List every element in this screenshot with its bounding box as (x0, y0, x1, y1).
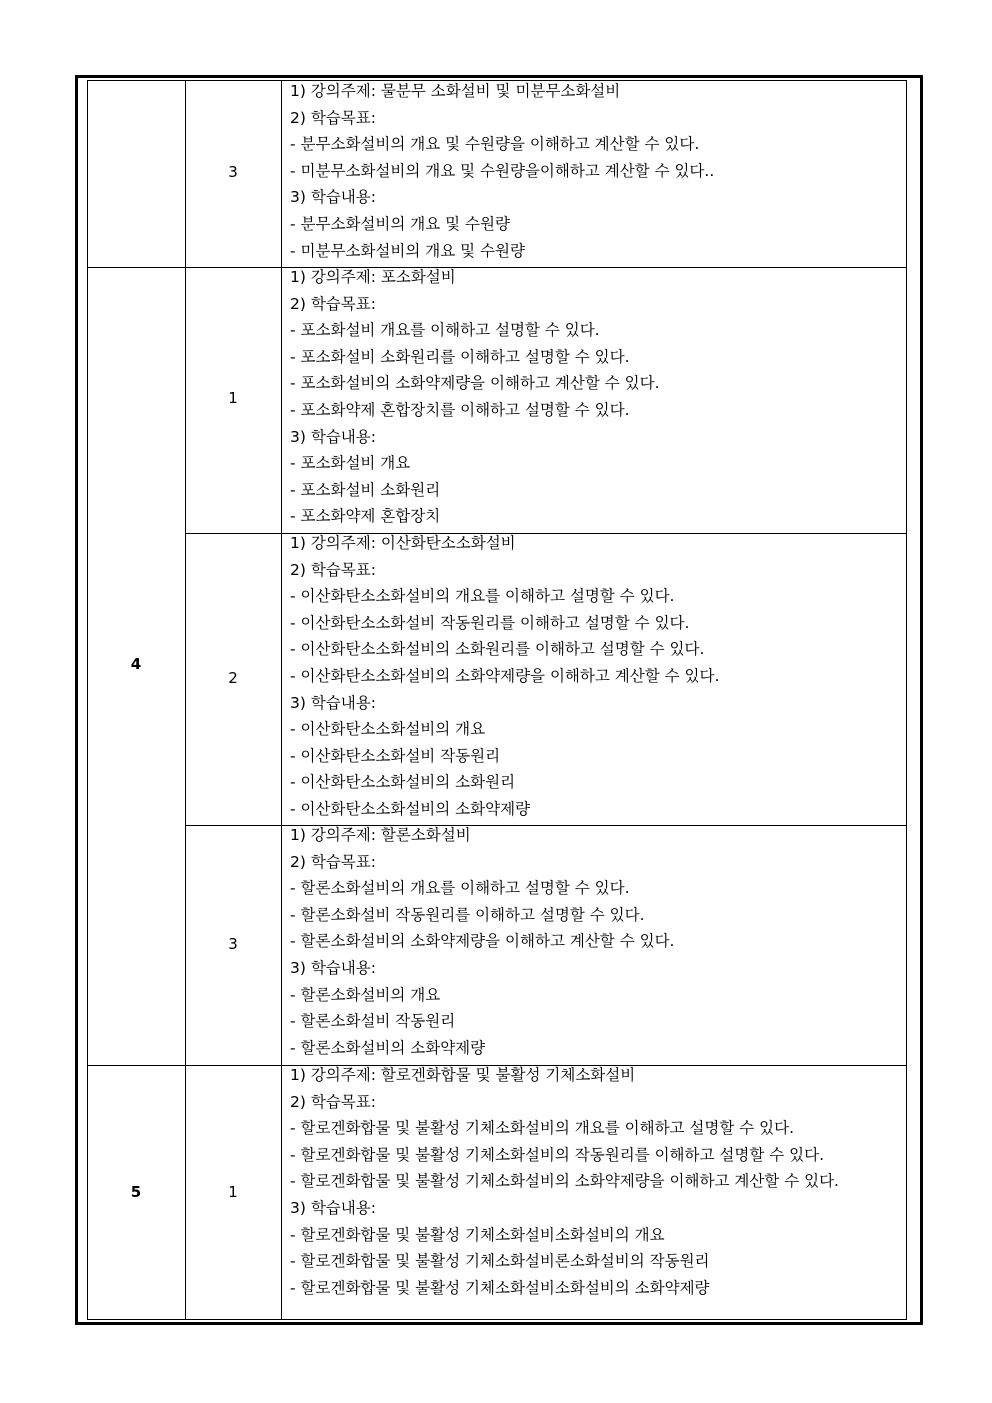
objective-item: - 할론소화설비의 개요를 이해하고 설명할 수 있다. (290, 879, 630, 898)
session-number: 2 (228, 669, 238, 687)
lecture-content (290, 264, 910, 530)
session-number: 3 (228, 163, 238, 181)
session-number: 1 (228, 1183, 238, 1201)
session-number: 1 (228, 389, 238, 407)
session-number: 3 (228, 935, 238, 953)
content-item: - 할론소화설비의 소화약제량 (290, 1038, 486, 1057)
lecture-topic: 1) 강의주제: 할로겐화합물 및 불활성 기체소화설비 (290, 1066, 636, 1084)
week-number: 4 (130, 655, 142, 673)
lecture-topic: 1) 강의주제: 물분무 소화설비 및 미분무소화설비 (290, 82, 621, 100)
objective-item: - 이산화탄소소화설비의 소화약제량을 이해하고 계산할 수 있다. (290, 666, 720, 685)
objective-item: - 할로겐화합물 및 불활성 기체소화설비의 작동원리를 이해하고 설명할 수 있다. (290, 1145, 825, 1164)
contents-heading: 3) 학습내용: (290, 427, 376, 446)
objectives-heading: 2) 학습목표: (290, 852, 376, 871)
content-item: - 이산화탄소소화설비의 개요 (290, 720, 486, 739)
lecture-topic: 1) 강의주제: 포소화설비 (290, 268, 456, 286)
content-item: - 할로겐화합물 및 불활성 기체소화설비소화설비의 개요 (290, 1225, 665, 1244)
content-item: - 분무소화설비의 개요 및 수원량 (290, 214, 510, 233)
objective-item: - 분무소화설비의 개요 및 수원량을 이해하고 계산할 수 있다. (290, 135, 700, 154)
column-divider-session (281, 80, 282, 1320)
contents-heading: 3) 학습내용: (290, 188, 376, 207)
objective-item: - 할로겐화합물 및 불활성 기체소화설비의 개요를 이해하고 설명할 수 있다. (290, 1119, 795, 1138)
content-item: - 할론소화설비 작동원리 (290, 1012, 456, 1031)
content-item: - 할로겐화합물 및 불활성 기체소화설비론소화설비의 작동원리 (290, 1252, 710, 1271)
objective-item: - 이산화탄소소화설비의 개요를 이해하고 설명할 수 있다. (290, 587, 675, 606)
content-item: - 이산화탄소소화설비의 소화원리 (290, 773, 516, 792)
objective-item: - 포소화설비 개요를 이해하고 설명할 수 있다. (290, 321, 600, 340)
week-number: 5 (130, 1183, 142, 1201)
contents-heading: 3) 학습내용: (290, 958, 376, 977)
content-item: - 미분무소화설비의 개요 및 수원량 (290, 241, 525, 260)
objective-item: - 할론소화설비의 소화약제량을 이해하고 계산할 수 있다. (290, 932, 675, 951)
objective-item: - 포소화약제 혼합장치를 이해하고 설명할 수 있다. (290, 400, 630, 419)
objective-item: - 이산화탄소소화설비의 소화원리를 이해하고 설명할 수 있다. (290, 640, 705, 659)
objective-item: - 할론소화설비 작동원리를 이해하고 설명할 수 있다. (290, 905, 645, 924)
objective-item: - 포소화설비 소화원리를 이해하고 설명할 수 있다. (290, 347, 630, 366)
objective-item: - 이산화탄소소화설비 작동원리를 이해하고 설명할 수 있다. (290, 613, 690, 632)
lecture-content (290, 78, 910, 264)
contents-heading: 3) 학습내용: (290, 1198, 376, 1217)
objectives-heading: 2) 학습목표: (290, 294, 376, 313)
lecture-topic: 1) 강의주제: 할론소화설비 (290, 826, 471, 844)
content-item: - 포소화약제 혼합장치 (290, 507, 441, 526)
objectives-heading: 2) 학습목표: (290, 1092, 376, 1111)
content-item: - 할론소화설비의 개요 (290, 985, 441, 1004)
lecture-content (290, 1062, 910, 1301)
content-item: - 포소화설비 개요 (290, 454, 411, 473)
column-divider-week (185, 80, 186, 1320)
objectives-heading: 2) 학습목표: (290, 560, 376, 579)
objective-item: - 미분무소화설비의 개요 및 수원량을이해하고 계산할 수 있다.. (290, 161, 715, 180)
objectives-heading: 2) 학습목표: (290, 108, 376, 127)
content-item: - 할로겐화합물 및 불활성 기체소화설비소화설비의 소화약제량 (290, 1278, 710, 1297)
content-item: - 이산화탄소소화설비 작동원리 (290, 746, 501, 765)
lecture-topic: 1) 강의주제: 이산화탄소소화설비 (290, 534, 516, 552)
lecture-content (290, 530, 910, 823)
content-item: - 이산화탄소소화설비의 소화약제량 (290, 799, 531, 818)
contents-heading: 3) 학습내용: (290, 693, 376, 712)
content-item: - 포소화설비 소화원리 (290, 480, 441, 499)
objective-item: - 포소화설비의 소화약제량을 이해하고 계산할 수 있다. (290, 374, 660, 393)
lecture-content (290, 822, 910, 1061)
objective-item: - 할로겐화합물 및 불활성 기체소화설비의 소화약제량을 이해하고 계산할 수 있다. (290, 1172, 839, 1191)
